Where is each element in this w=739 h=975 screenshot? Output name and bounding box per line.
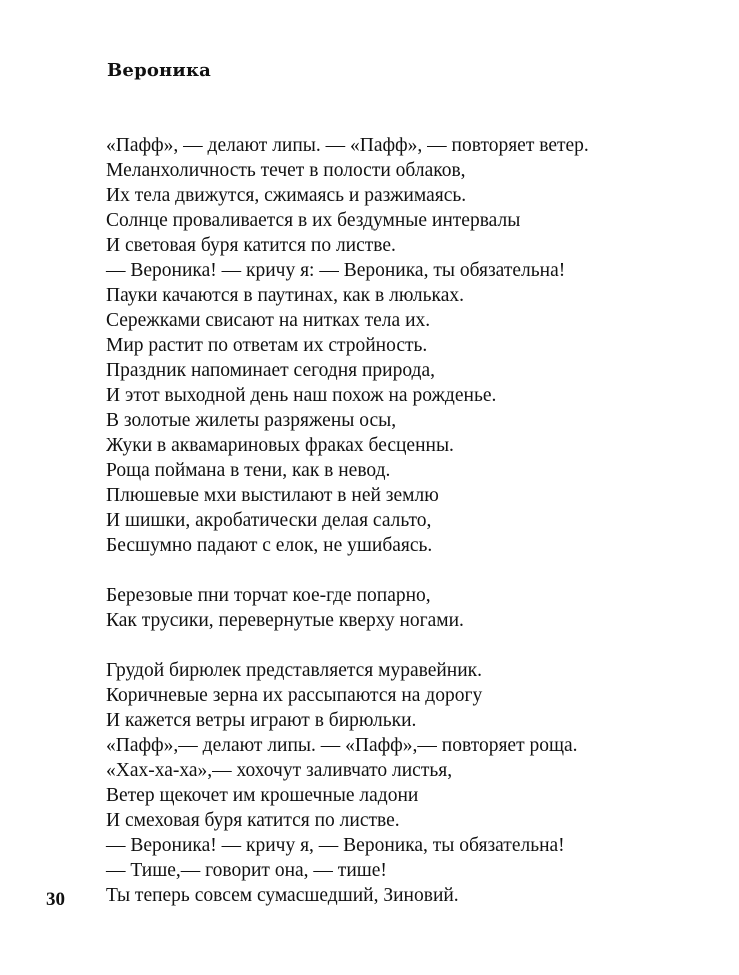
poem-line: — Вероника! — кричу я: — Вероника, ты обязательна! <box>106 260 566 281</box>
poem-line: Меланхоличность течет в полости облаков, <box>106 160 466 181</box>
poem-line: И шишки, акробатически делая сальто, <box>106 510 432 531</box>
poem-line: — Тише,— говорит она, — тише! <box>106 860 387 881</box>
poem-line: «Пафф»,— делают липы. — «Пафф»,— повторяет роща. <box>106 735 578 756</box>
poem-line: Солнце проваливается в их бездумные интервалы <box>106 210 521 231</box>
poem-line: «Хах-ха-ха»,— хохочут заливчато листья, <box>106 760 453 781</box>
poem-line: И световая буря катится по листве. <box>106 235 396 256</box>
poem-line: Плюшевые мхи выстилают в ней землю <box>106 485 439 506</box>
poem-line: Праздник напоминает сегодня природа, <box>106 360 436 381</box>
poem-line: Коричневые зерна их рассыпаются на дорогу <box>106 685 483 706</box>
poem-line: Ветер щекочет им крошечные ладони <box>106 785 419 806</box>
poem-line: Ты теперь совсем сумасшедший, Зиновий. <box>106 885 459 906</box>
poem-line: Пауки качаются в паутинах, как в люльках. <box>106 285 465 306</box>
poem-title: Вероника <box>107 60 212 81</box>
poem-line: Жуки в аквамариновых фраках бесценны. <box>106 435 454 456</box>
stanza-1 <box>106 133 726 558</box>
poem-body <box>106 133 726 908</box>
page-number: 30 <box>46 889 65 910</box>
poem-line: Сережками свисают на нитках тела их. <box>106 310 431 331</box>
poem-line: Бесшумно падают с елок, не ушибаясь. <box>106 535 433 556</box>
poem-line: «Пафф», — делают липы. — «Пафф», — повторяет ветер. <box>106 135 589 156</box>
stanza-2 <box>106 583 726 633</box>
stanza-3 <box>106 658 726 908</box>
poem-line: Березовые пни торчат кое-где попарно, <box>106 585 431 606</box>
poem-line: Их тела движутся, сжимаясь и разжимаясь. <box>106 185 467 206</box>
poem-line: И этот выходной день наш похож на рожденье. <box>106 385 497 406</box>
poem-line: И смеховая буря катится по листве. <box>106 810 400 831</box>
poem-line: Как трусики, перевернутые кверху ногами. <box>106 610 464 631</box>
poem-line: Мир растит по ответам их стройность. <box>106 335 428 356</box>
poem-line: И кажется ветры играют в бирюльки. <box>106 710 417 731</box>
poem-line: Грудой бирюлек представляется муравейник. <box>106 660 483 681</box>
poem-line: — Вероника! — кричу я, — Вероника, ты обязательна! <box>106 835 565 856</box>
poem-line: Роща поймана в тени, как в невод. <box>106 460 391 481</box>
poem-line: В золотые жилеты разряжены осы, <box>106 410 397 431</box>
